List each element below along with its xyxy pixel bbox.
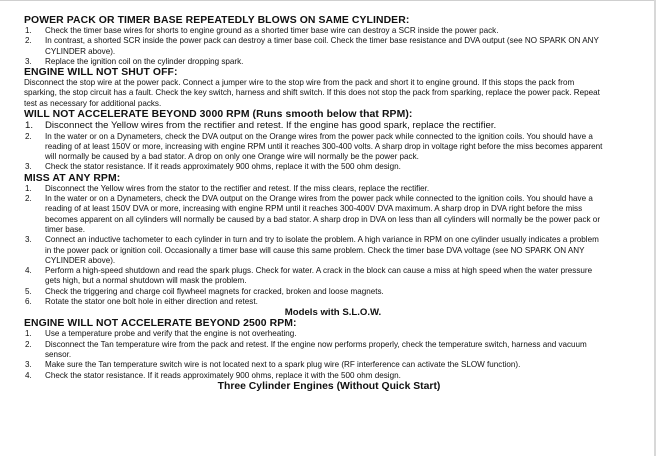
list-item: 6. Rotate the stator one bolt hole in either direction and retest.	[25, 297, 258, 307]
list-item: 3. Replace the ignition coil on the cylinder dropping spark.	[25, 56, 244, 66]
list-item: 1. Disconnect the Yellow wires from the stator to the rectifier and retest. If the miss clears, replace the rectifier.	[25, 183, 430, 193]
list-item: 4. Perform a high-speed shutdown and read the spark plugs. Check for water. A crack in the block can cause a miss at high speed when the water pressure gets high, but a normal shutdown will mask the problem.	[25, 266, 593, 286]
numbered-list	[24, 329, 604, 380]
section-heading: ENGINE WILL NOT SHUT OFF:	[24, 67, 178, 79]
section-heading: WILL NOT ACCELERATE BEYOND 3000 RPM (Runs smooth below that RPM):	[24, 109, 413, 121]
paragraph: Disconnect the stop wire at the power pack. Connect a jumper wire to the stop wire from the pack and short it to engine ground. If this stops the pack from sparking, the stop circuit has a fault. Check the key switch, harness and shift switch. If this does not stop the pack from sparking, replace the power pack. Repeat test as necessary for additional packs.	[24, 78, 600, 108]
section-heading: ENGINE WILL NOT ACCELERATE BEYOND 2500 RPM:	[24, 318, 297, 330]
numbered-list	[24, 26, 604, 67]
list-item: 2. In the water or on a Dynameters, check the DVA output on the Orange wires from the power pack while connected to the ignition coils. You should have a reading of at least 150V DVA or more, increasing with engine RPM until it reaches 300-400V DVA maximum. A sharp drop in DVA right before the miss becomes apparent on all cylinders will normally be caused by a bad stator. A sharp drop in DVA on less than all cylinders will normally be the power pack or timer base.	[25, 194, 601, 234]
list-item: 1. Disconnect the Yellow wires from the rectifier and retest. If the engine has good spark, replace the rectifier.	[25, 120, 497, 132]
models-title: Models with S.L.O.W.	[284, 307, 382, 319]
list-item: 3. Make sure the Tan temperature switch wire is not located next to a spark plug wire (RF interference can activate the SLOW function).	[25, 360, 521, 370]
cutoff-heading: Three Cylinder Engines (Without Quick Start)	[217, 380, 441, 392]
section-heading: MISS AT ANY RPM:	[24, 172, 121, 184]
list-item: 1. Check the timer base wires for shorts to engine ground as a shorted timer base wire can destroy a SCR inside the power pack.	[25, 26, 499, 35]
list-item: 1. Use a temperature probe and verify that the engine is not overheating.	[25, 329, 297, 339]
numbered-list	[24, 120, 604, 173]
list-item: 4. Check the stator resistance. If it reads approximately 900 ohms, replace it with the 500 ohm design.	[25, 370, 401, 380]
list-item: 5. Check the triggering and charge coil flywheel magnets for cracked, broken and loose magnets.	[25, 286, 384, 296]
list-item: 3. Connect an inductive tachometer to each cylinder in turn and try to isolate the problem. A high variance in RPM on one cylinder usually indicates a problem in the power pack or ignition coil. Occasionally a timer base will cause this same problem. Check the timer base DVA voltage (see NO SPARK ON ANY CYLINDER above).	[25, 235, 599, 265]
top-divider	[0, 0, 656, 1]
list-item: 3. Check the stator resistance. If it reads approximately 900 ohms, replace it with the 500 ohm design.	[25, 162, 401, 172]
list-item: 2. In contrast, a shorted SCR inside the power pack can destroy a timer base coil. Check the timer base resistance and DVA output (see NO SPARK ON ANY CYLINDER above).	[25, 36, 599, 56]
section-heading: POWER PACK OR TIMER BASE REPEATEDLY BLOWS ON SAME CYLINDER:	[24, 15, 410, 26]
numbered-list	[24, 184, 604, 308]
list-item: 2. Disconnect the Tan temperature wire from the pack and retest. If the engine now performs properly, check the temperature switch, harness and vacuum sensor.	[25, 339, 587, 359]
list-item: 2. In the water or on a Dynameters, check the DVA output on the Orange wires from the power pack while connected to the ignition coils. You should have a reading of at least 150V or more, increasing with engine RPM until it reaches 300-400 volts. A sharp drop in voltage right before the miss becomes apparent will normally be caused by a bad stator. A drop on only one Orange wire will normally be the power pack.	[25, 131, 603, 162]
document-body	[24, 15, 604, 392]
